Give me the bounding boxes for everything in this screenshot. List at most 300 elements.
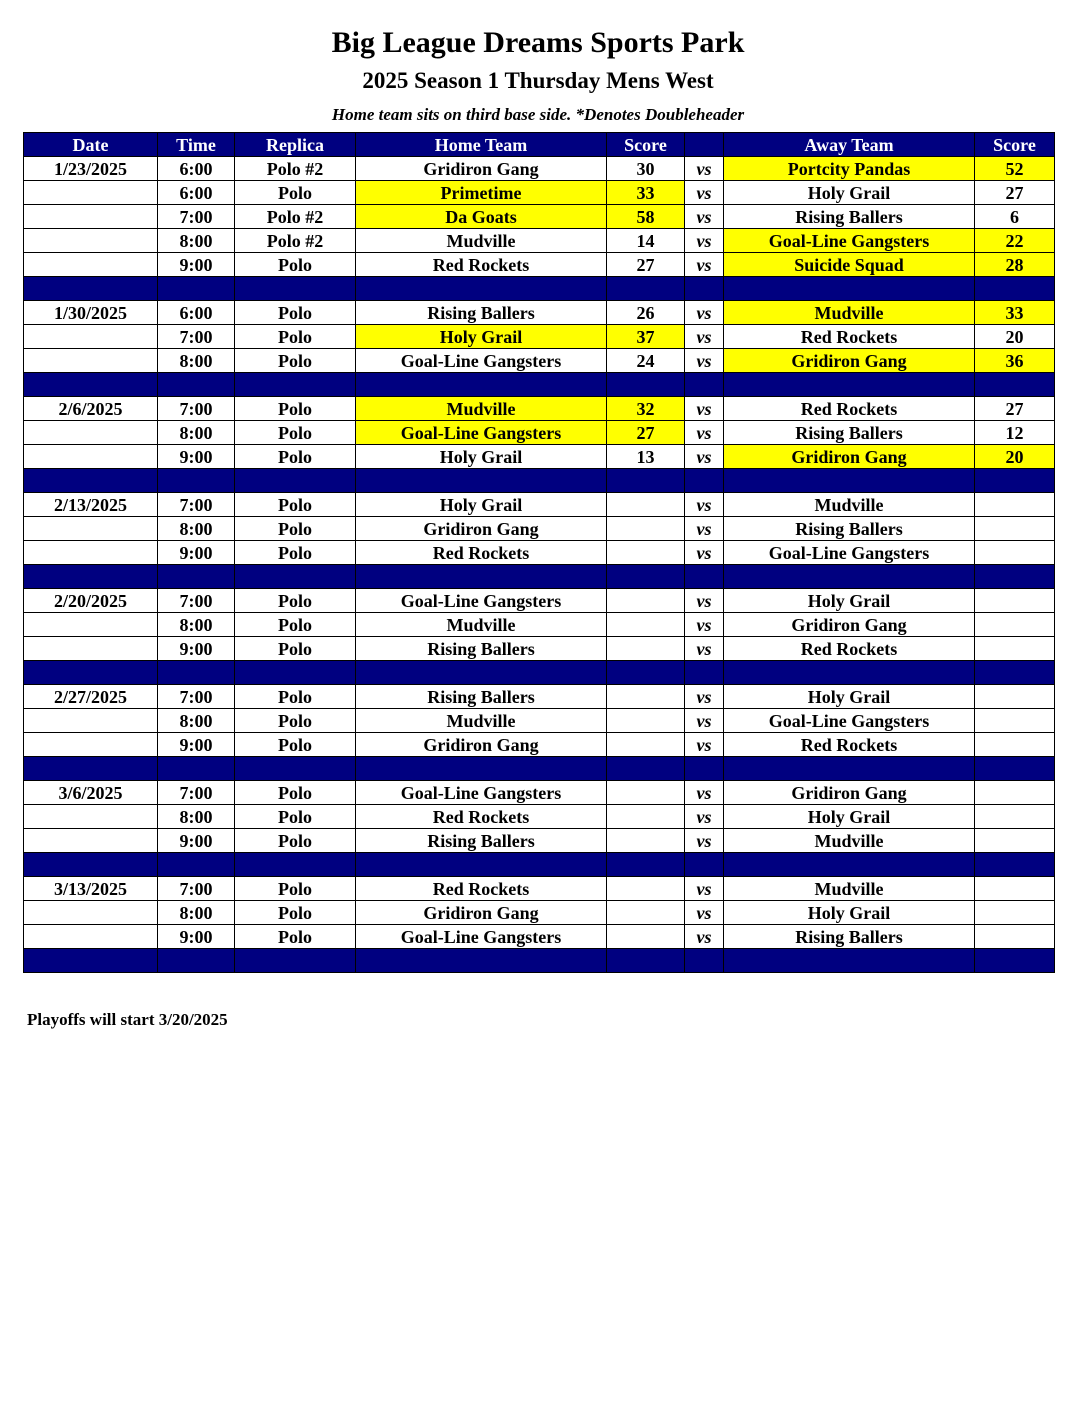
home-score-cell: 26 [607,301,685,325]
time-cell: 7:00 [158,877,235,901]
table-row [24,325,1055,349]
home-team-cell: Da Goats [356,205,607,229]
time-cell: 8:00 [158,709,235,733]
replica-cell: Polo [235,397,356,421]
table-row [24,205,1055,229]
home-score-cell [607,829,685,853]
column-header-home-score: Score [607,133,685,157]
date-cell: 2/13/2025 [24,493,158,517]
vs-cell: vs [685,877,724,901]
table-row [24,229,1055,253]
spacer-cell [24,373,158,397]
table-row [24,733,1055,757]
spacer-cell [235,661,356,685]
spacer-cell [975,277,1055,301]
spacer-cell [685,853,724,877]
spacer-cell [685,565,724,589]
spacer-cell [975,661,1055,685]
table-row [24,397,1055,421]
replica-cell: Polo [235,901,356,925]
spacer-cell [607,277,685,301]
away-team-cell: Holy Grail [724,589,975,613]
home-team-cell: Mudville [356,397,607,421]
vs-cell: vs [685,493,724,517]
away-team-cell: Holy Grail [724,181,975,205]
date-cell [24,205,158,229]
spacer-cell [724,853,975,877]
home-score-cell [607,493,685,517]
spacer-cell [235,565,356,589]
vs-cell: vs [685,349,724,373]
home-score-cell [607,541,685,565]
replica-cell: Polo [235,733,356,757]
spacer-cell [724,661,975,685]
replica-cell: Polo [235,517,356,541]
vs-cell: vs [685,253,724,277]
away-score-cell: 33 [975,301,1055,325]
spacer-cell [685,661,724,685]
away-team-cell: Rising Ballers [724,205,975,229]
column-header-vs [685,133,724,157]
away-team-cell: Gridiron Gang [724,445,975,469]
replica-cell: Polo #2 [235,157,356,181]
replica-cell: Polo [235,709,356,733]
replica-cell: Polo [235,325,356,349]
date-cell: 1/23/2025 [24,157,158,181]
vs-cell: vs [685,517,724,541]
home-team-cell: Red Rockets [356,805,607,829]
replica-cell: Polo [235,589,356,613]
away-score-cell: 20 [975,445,1055,469]
home-team-cell: Rising Ballers [356,637,607,661]
spacer-cell [235,277,356,301]
vs-cell: vs [685,421,724,445]
schedule-table [23,132,1055,973]
date-cell: 2/20/2025 [24,589,158,613]
date-cell [24,901,158,925]
away-score-cell: 6 [975,205,1055,229]
spacer-cell [24,565,158,589]
date-cell [24,349,158,373]
date-cell: 3/13/2025 [24,877,158,901]
table-row [24,901,1055,925]
spacer-cell [724,949,975,973]
home-team-cell: Holy Grail [356,325,607,349]
vs-cell: vs [685,805,724,829]
spacer-cell [975,373,1055,397]
spacer-cell [24,661,158,685]
table-row [24,589,1055,613]
time-cell: 8:00 [158,421,235,445]
page-subtitle: 2025 Season 1 Thursday Mens West [362,68,714,93]
away-score-cell [975,637,1055,661]
home-score-cell: 24 [607,349,685,373]
spacer-cell [235,757,356,781]
schedule-body [24,157,1055,973]
date-cell: 2/6/2025 [24,397,158,421]
spacer-cell [356,469,607,493]
spacer-cell [24,757,158,781]
table-row [24,421,1055,445]
vs-cell: vs [685,589,724,613]
away-score-cell [975,685,1055,709]
away-score-cell [975,493,1055,517]
table-row [24,541,1055,565]
spacer-cell [607,853,685,877]
vs-cell: vs [685,157,724,181]
spacer-row [24,469,1055,493]
away-team-cell: Holy Grail [724,901,975,925]
date-cell [24,181,158,205]
table-row [24,685,1055,709]
away-team-cell: Rising Ballers [724,517,975,541]
home-score-cell [607,613,685,637]
column-header-away-score: Score [975,133,1055,157]
away-score-cell: 20 [975,325,1055,349]
away-team-cell: Rising Ballers [724,421,975,445]
column-header-time: Time [158,133,235,157]
table-row [24,493,1055,517]
vs-cell: vs [685,781,724,805]
table-row [24,517,1055,541]
home-team-cell: Goal-Line Gangsters [356,421,607,445]
date-cell [24,805,158,829]
table-row [24,709,1055,733]
spacer-cell [24,949,158,973]
spacer-cell [158,373,235,397]
replica-cell: Polo [235,253,356,277]
vs-cell: vs [685,397,724,421]
away-score-cell: 22 [975,229,1055,253]
spacer-row [24,373,1055,397]
spacer-cell [356,277,607,301]
spacer-cell [685,949,724,973]
spacer-cell [724,277,975,301]
away-team-cell: Holy Grail [724,805,975,829]
vs-cell: vs [685,541,724,565]
away-team-cell: Mudville [724,301,975,325]
replica-cell: Polo [235,925,356,949]
vs-cell: vs [685,181,724,205]
date-cell [24,253,158,277]
replica-cell: Polo [235,421,356,445]
away-team-cell: Rising Ballers [724,925,975,949]
time-cell: 9:00 [158,925,235,949]
home-score-cell: 13 [607,445,685,469]
spacer-cell [724,565,975,589]
replica-cell: Polo [235,493,356,517]
spacer-cell [158,469,235,493]
spacer-row [24,661,1055,685]
home-score-cell: 27 [607,253,685,277]
spacer-cell [607,661,685,685]
away-team-cell: Red Rockets [724,733,975,757]
spacer-cell [607,949,685,973]
date-cell: 1/30/2025 [24,301,158,325]
home-score-cell: 27 [607,421,685,445]
home-score-cell: 32 [607,397,685,421]
away-score-cell [975,733,1055,757]
home-score-cell: 58 [607,205,685,229]
table-row [24,253,1055,277]
date-cell [24,829,158,853]
replica-cell: Polo [235,301,356,325]
home-team-cell: Rising Ballers [356,829,607,853]
replica-cell: Polo [235,637,356,661]
vs-cell: vs [685,709,724,733]
home-score-cell [607,589,685,613]
spacer-cell [158,949,235,973]
away-team-cell: Mudville [724,829,975,853]
time-cell: 8:00 [158,349,235,373]
home-team-cell: Primetime [356,181,607,205]
time-cell: 8:00 [158,901,235,925]
vs-cell: vs [685,325,724,349]
spacer-cell [607,565,685,589]
away-score-cell [975,925,1055,949]
home-score-cell: 37 [607,325,685,349]
spacer-cell [356,661,607,685]
spacer-cell [975,565,1055,589]
home-score-cell: 30 [607,157,685,181]
away-team-cell: Red Rockets [724,637,975,661]
home-score-cell [607,733,685,757]
away-team-cell: Goal-Line Gangsters [724,229,975,253]
replica-cell: Polo [235,445,356,469]
table-row [24,805,1055,829]
home-score-cell [607,709,685,733]
spacer-cell [158,565,235,589]
vs-cell: vs [685,613,724,637]
replica-cell: Polo [235,349,356,373]
table-row [24,181,1055,205]
home-team-cell: Goal-Line Gangsters [356,589,607,613]
home-score-cell [607,925,685,949]
home-score-cell: 33 [607,181,685,205]
away-score-cell [975,877,1055,901]
spacer-row [24,757,1055,781]
time-cell: 8:00 [158,613,235,637]
spacer-cell [685,469,724,493]
home-score-cell [607,685,685,709]
home-team-cell: Mudville [356,613,607,637]
table-row [24,157,1055,181]
time-cell: 7:00 [158,205,235,229]
away-team-cell: Red Rockets [724,325,975,349]
away-score-cell: 27 [975,397,1055,421]
replica-cell: Polo [235,877,356,901]
spacer-cell [975,853,1055,877]
away-team-cell: Gridiron Gang [724,613,975,637]
time-cell: 9:00 [158,253,235,277]
home-score-cell [607,901,685,925]
away-team-cell: Gridiron Gang [724,349,975,373]
replica-cell: Polo [235,541,356,565]
time-cell: 7:00 [158,493,235,517]
table-row [24,829,1055,853]
home-team-cell: Goal-Line Gangsters [356,349,607,373]
spacer-row [24,853,1055,877]
away-team-cell: Suicide Squad [724,253,975,277]
away-score-cell: 36 [975,349,1055,373]
spacer-cell [724,757,975,781]
away-team-cell: Red Rockets [724,397,975,421]
time-cell: 8:00 [158,805,235,829]
home-team-cell: Gridiron Gang [356,517,607,541]
column-header-home-team: Home Team [356,133,607,157]
spacer-row [24,277,1055,301]
home-team-cell: Goal-Line Gangsters [356,781,607,805]
time-cell: 6:00 [158,181,235,205]
home-team-cell: Red Rockets [356,541,607,565]
home-score-cell [607,637,685,661]
table-row [24,301,1055,325]
spacer-cell [607,373,685,397]
spacer-cell [158,853,235,877]
spacer-cell [24,469,158,493]
time-cell: 6:00 [158,301,235,325]
away-score-cell [975,709,1055,733]
replica-cell: Polo [235,781,356,805]
replica-cell: Polo [235,613,356,637]
time-cell: 8:00 [158,517,235,541]
date-cell [24,637,158,661]
spacer-cell [724,469,975,493]
time-cell: 9:00 [158,541,235,565]
away-score-cell [975,829,1055,853]
table-header-row [24,133,1055,157]
date-cell [24,517,158,541]
date-cell [24,925,158,949]
away-team-cell: Mudville [724,877,975,901]
spacer-cell [724,373,975,397]
time-cell: 8:00 [158,229,235,253]
table-row [24,637,1055,661]
spacer-cell [158,757,235,781]
time-cell: 9:00 [158,829,235,853]
spacer-cell [235,373,356,397]
away-score-cell: 52 [975,157,1055,181]
vs-cell: vs [685,205,724,229]
footer-note: Playoffs will start 3/20/2025 [27,1010,228,1029]
date-cell [24,541,158,565]
table-row [24,613,1055,637]
away-score-cell: 27 [975,181,1055,205]
away-team-cell: Goal-Line Gangsters [724,709,975,733]
away-score-cell [975,781,1055,805]
schedule-note: Home team sits on third base side. *Denotes Doubleheader [331,105,745,124]
home-team-cell: Holy Grail [356,445,607,469]
away-team-cell: Mudville [724,493,975,517]
spacer-cell [607,757,685,781]
time-cell: 7:00 [158,325,235,349]
home-score-cell [607,877,685,901]
spacer-cell [685,757,724,781]
away-team-cell: Goal-Line Gangsters [724,541,975,565]
replica-cell: Polo [235,685,356,709]
replica-cell: Polo [235,829,356,853]
away-score-cell [975,805,1055,829]
vs-cell: vs [685,301,724,325]
spacer-row [24,949,1055,973]
column-header-away-team: Away Team [724,133,975,157]
date-cell [24,445,158,469]
home-team-cell: Holy Grail [356,493,607,517]
column-header-date: Date [24,133,158,157]
vs-cell: vs [685,229,724,253]
table-row [24,925,1055,949]
vs-cell: vs [685,685,724,709]
home-team-cell: Gridiron Gang [356,901,607,925]
home-team-cell: Mudville [356,229,607,253]
table-row [24,349,1055,373]
date-cell [24,325,158,349]
home-team-cell: Rising Ballers [356,301,607,325]
away-team-cell: Portcity Pandas [724,157,975,181]
replica-cell: Polo [235,181,356,205]
replica-cell: Polo #2 [235,229,356,253]
spacer-row [24,565,1055,589]
date-cell: 2/27/2025 [24,685,158,709]
time-cell: 7:00 [158,781,235,805]
home-team-cell: Red Rockets [356,253,607,277]
home-score-cell [607,805,685,829]
time-cell: 9:00 [158,445,235,469]
home-team-cell: Mudville [356,709,607,733]
time-cell: 9:00 [158,733,235,757]
spacer-cell [158,277,235,301]
home-score-cell: 14 [607,229,685,253]
date-cell [24,421,158,445]
spacer-cell [356,565,607,589]
table-row [24,445,1055,469]
spacer-cell [24,277,158,301]
spacer-cell [685,373,724,397]
date-cell [24,613,158,637]
vs-cell: vs [685,733,724,757]
home-team-cell: Gridiron Gang [356,157,607,181]
home-score-cell [607,781,685,805]
spacer-cell [356,757,607,781]
table-row [24,781,1055,805]
away-team-cell: Holy Grail [724,685,975,709]
page-title: Big League Dreams Sports Park [331,26,745,59]
home-team-cell: Goal-Line Gangsters [356,925,607,949]
date-cell [24,733,158,757]
spacer-cell [356,949,607,973]
spacer-cell [975,469,1055,493]
home-score-cell [607,517,685,541]
away-score-cell [975,541,1055,565]
spacer-cell [685,277,724,301]
time-cell: 6:00 [158,157,235,181]
date-cell [24,229,158,253]
home-team-cell: Rising Ballers [356,685,607,709]
home-team-cell: Red Rockets [356,877,607,901]
replica-cell: Polo #2 [235,205,356,229]
spacer-cell [158,661,235,685]
time-cell: 9:00 [158,637,235,661]
spacer-cell [607,469,685,493]
away-team-cell: Gridiron Gang [724,781,975,805]
time-cell: 7:00 [158,685,235,709]
time-cell: 7:00 [158,397,235,421]
time-cell: 7:00 [158,589,235,613]
vs-cell: vs [685,829,724,853]
date-cell: 3/6/2025 [24,781,158,805]
away-score-cell [975,517,1055,541]
spacer-cell [975,949,1055,973]
